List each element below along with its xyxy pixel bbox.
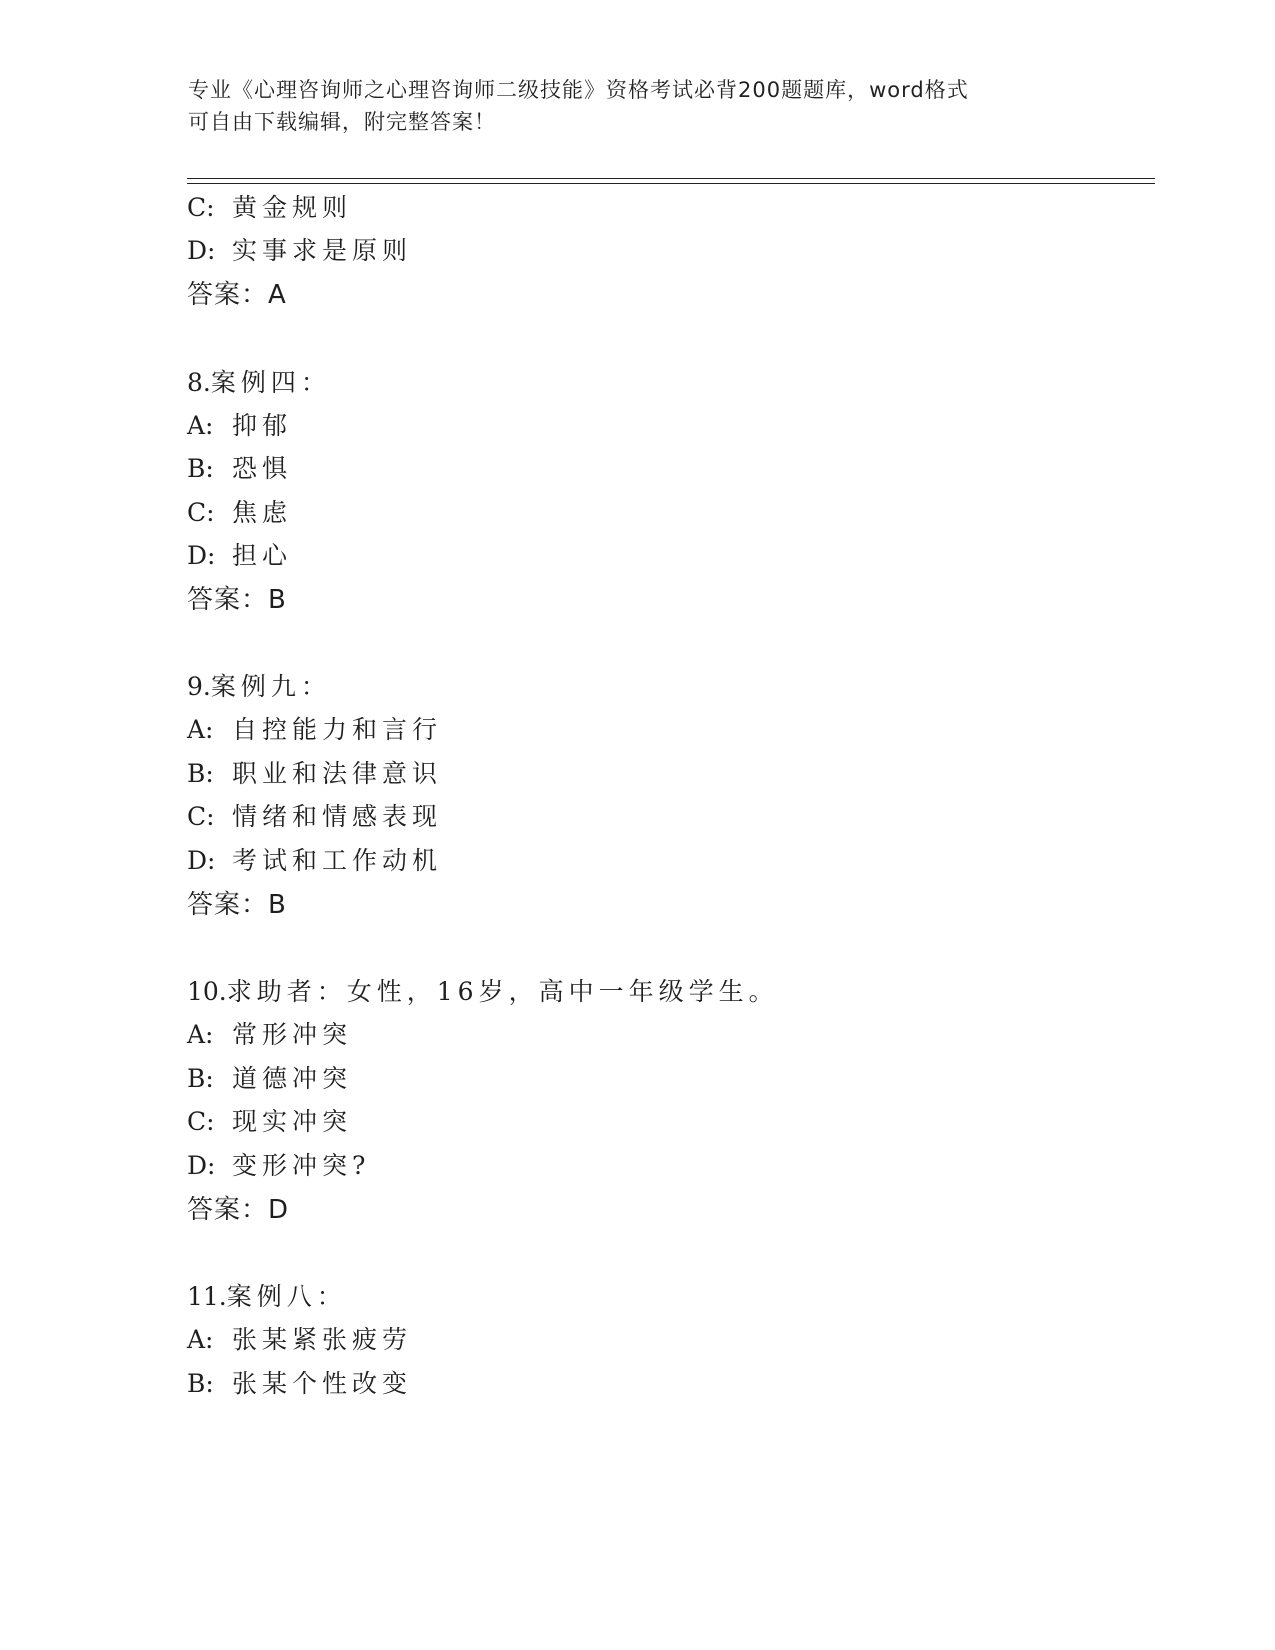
question-number: 11. [187,1282,227,1311]
option-text: 担心 [232,541,293,570]
option-line [187,1020,352,1050]
option-line [187,802,442,832]
option-letter: A: [187,715,214,744]
option-line [187,759,442,789]
option-letter: A: [187,1020,214,1049]
option-text: 张某个性改变 [232,1369,413,1398]
option-letter: B: [187,454,214,483]
question-text: 案例八： [226,1282,347,1311]
option-text: 抑郁 [232,411,293,440]
option-letter: C: [187,193,215,222]
header-line-1: 专业《心理咨询师之心理咨询师二级技能》资格考试必背200题题库，word格式 [188,78,969,102]
option-letter: A: [187,411,214,440]
option-line [187,498,292,528]
option-text: 考试和工作动机 [232,846,443,875]
option-letter: B: [187,759,214,788]
option-text: 焦虑 [232,498,293,527]
answer-line: 答案：B [187,585,287,615]
question-title [187,977,779,1007]
option-letter: B: [187,1064,214,1093]
header-divider-bottom [187,183,1155,184]
answer-line: 答案：A [187,280,287,310]
option-line [187,846,442,876]
question-title [187,368,331,398]
option-letter: D: [187,541,216,570]
option-letter: A: [187,1325,214,1354]
option-text: 变形冲突? [232,1151,371,1180]
answer-line: 答案：D [187,1195,290,1225]
option-text: 道德冲突 [232,1064,353,1093]
option-text: 情绪和情感表现 [232,802,443,831]
option-letter: D: [187,236,216,265]
option-letter: D: [187,1151,216,1180]
answer-line: 答案：B [187,890,287,920]
option-line [187,541,292,571]
question-number: 10. [187,977,227,1006]
question-title [187,672,331,702]
option-text: 常形冲突 [232,1020,353,1049]
question-number: 9. [187,672,211,701]
option-text: 恐惧 [232,454,293,483]
option-letter: C: [187,498,215,527]
option-line [187,193,352,223]
option-line [187,1151,370,1181]
question-number: 8. [187,368,211,397]
option-letter: B: [187,1369,214,1398]
question-text: 案例九： [210,672,331,701]
question-text: 案例四： [210,368,331,397]
option-letter: C: [187,1107,215,1136]
question-text: 求助者：女性，16岁，高中一年级学生。 [226,977,779,1006]
option-line [187,411,292,441]
option-letter: D: [187,846,216,875]
option-letter: C: [187,802,215,831]
option-text: 职业和法律意识 [232,759,443,788]
option-line [187,1325,412,1355]
option-text: 黄金规则 [232,193,353,222]
option-line [187,715,442,745]
question-title [187,1282,347,1312]
option-text: 张某紧张疲劳 [232,1325,413,1354]
option-text: 实事求是原则 [232,236,413,265]
document-header [188,74,1088,138]
header-divider-top [187,178,1155,179]
option-line [187,1064,352,1094]
option-line [187,1369,412,1399]
header-line-2: 可自由下载编辑，附完整答案！ [188,110,496,134]
option-text: 自控能力和言行 [232,715,443,744]
option-text: 现实冲突 [232,1107,353,1136]
option-line [187,454,292,484]
option-line [187,1107,352,1137]
option-line [187,236,412,266]
